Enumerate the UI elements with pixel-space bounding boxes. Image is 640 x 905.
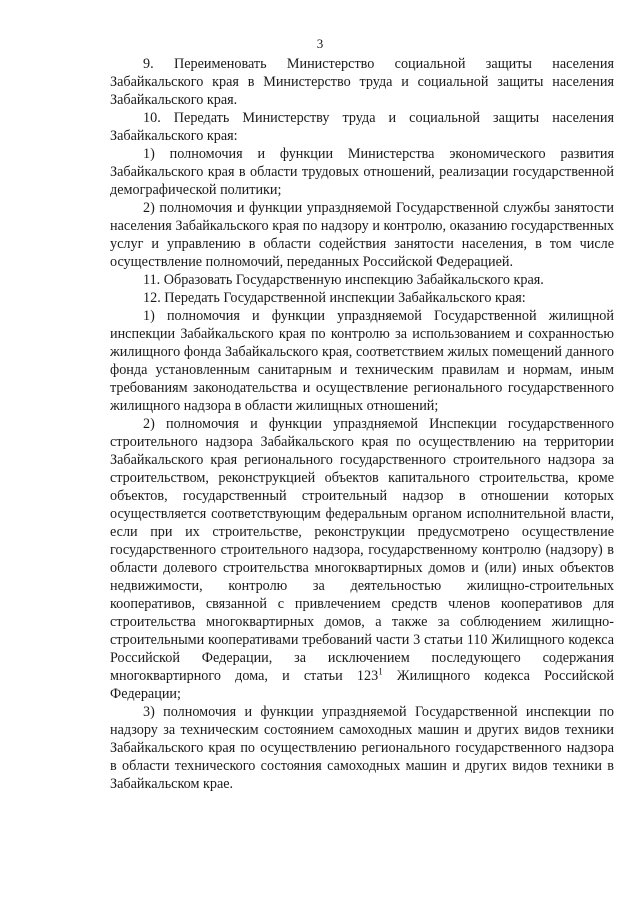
paragraph-item-12: 12. Передать Государственной инспекции Забайкальского края:	[143, 290, 526, 306]
paragraph-item-11: 11. Образовать Государственную инспекцию Забайкальского края.	[143, 272, 544, 288]
paragraph-subitem-12-2-text: 2) полномочия и функции упраздняемой Инспекции государственного строительного надзора Забайкальского края по осуществлению на территории Забайкальского края регионального государственного строительного надзора за строительством, реконструкцией объектов капитального строительства, кроме объектов, государственный строительный надзор в отношении которых осуществляется соответствующим федеральным органом исполнительной власти, если при их строительстве, реконструкции предусмотрено осуществление государственного строительного надзора, государственному контролю (надзору) в области долевого строительства многоквартирных домов и (или) иных объектов недвижимости, контролю за деятельностью жилищно-строительных кооперативов, связанной с привлечением средств членов кооперативов для строительства многоквартирных домов, а также за соблюдением жилищно-строительными кооперативами требований части 3 статьи 110 Жилищного кодекса Российской Федерации, за исключением последующего содержания многоквартирного дома, и статьи 123	[110, 416, 614, 684]
paragraph-subitem-12-2-text-end: Жилищного кодекса Российской Федерации;	[110, 668, 614, 702]
paragraph-item-10: 10. Передать Министерству труда и социальной защиты населения Забайкальского края:	[110, 110, 614, 144]
paragraph-item-9: 9. Переименовать Министерство социальной защиты населения Забайкальского края в Министерство труда и социальной защиты населения Забайкальского края.	[110, 56, 614, 108]
paragraph-subitem-12-1: 1) полномочия и функции упраздняемой Государственной жилищной инспекции Забайкальского края по контролю за использованием и сохранностью жилищного фонда Забайкальского края, соответствием жилых помещений данного фонда установленным санитарным и техническим правилам и нормам, иным требованиям законодательства и осуществление регионального государственного жилищного надзора в области жилищных отношений;	[110, 308, 614, 414]
paragraph-subitem-12-3: 3) полномочия и функции упраздняемой Государственной инспекции по надзору за техническим состоянием самоходных машин и других видов техники Забайкальского края по осуществлению регионального государственного надзора в области технического состояния самоходных машин и других видов техники в Забайкальском крае.	[110, 704, 614, 792]
paragraph-subitem-10-2: 2) полномочия и функции упраздняемой Государственной службы занятости населения Забайкальского края по надзору и контролю, оказанию государственных услуг и управлению в области содействия занятости населения, в том числе осуществление полномочий, переданных Российской Федерацией.	[110, 200, 614, 270]
document-body	[110, 55, 614, 793]
page-number: 3	[316, 36, 324, 51]
article-superscript: 1	[378, 666, 383, 677]
paragraph-subitem-12-2	[110, 415, 614, 703]
paragraph-subitem-10-1: 1) полномочия и функции Министерства экономического развития Забайкальского края в области трудовых отношений, реализации государственной демографической политики;	[110, 146, 614, 198]
